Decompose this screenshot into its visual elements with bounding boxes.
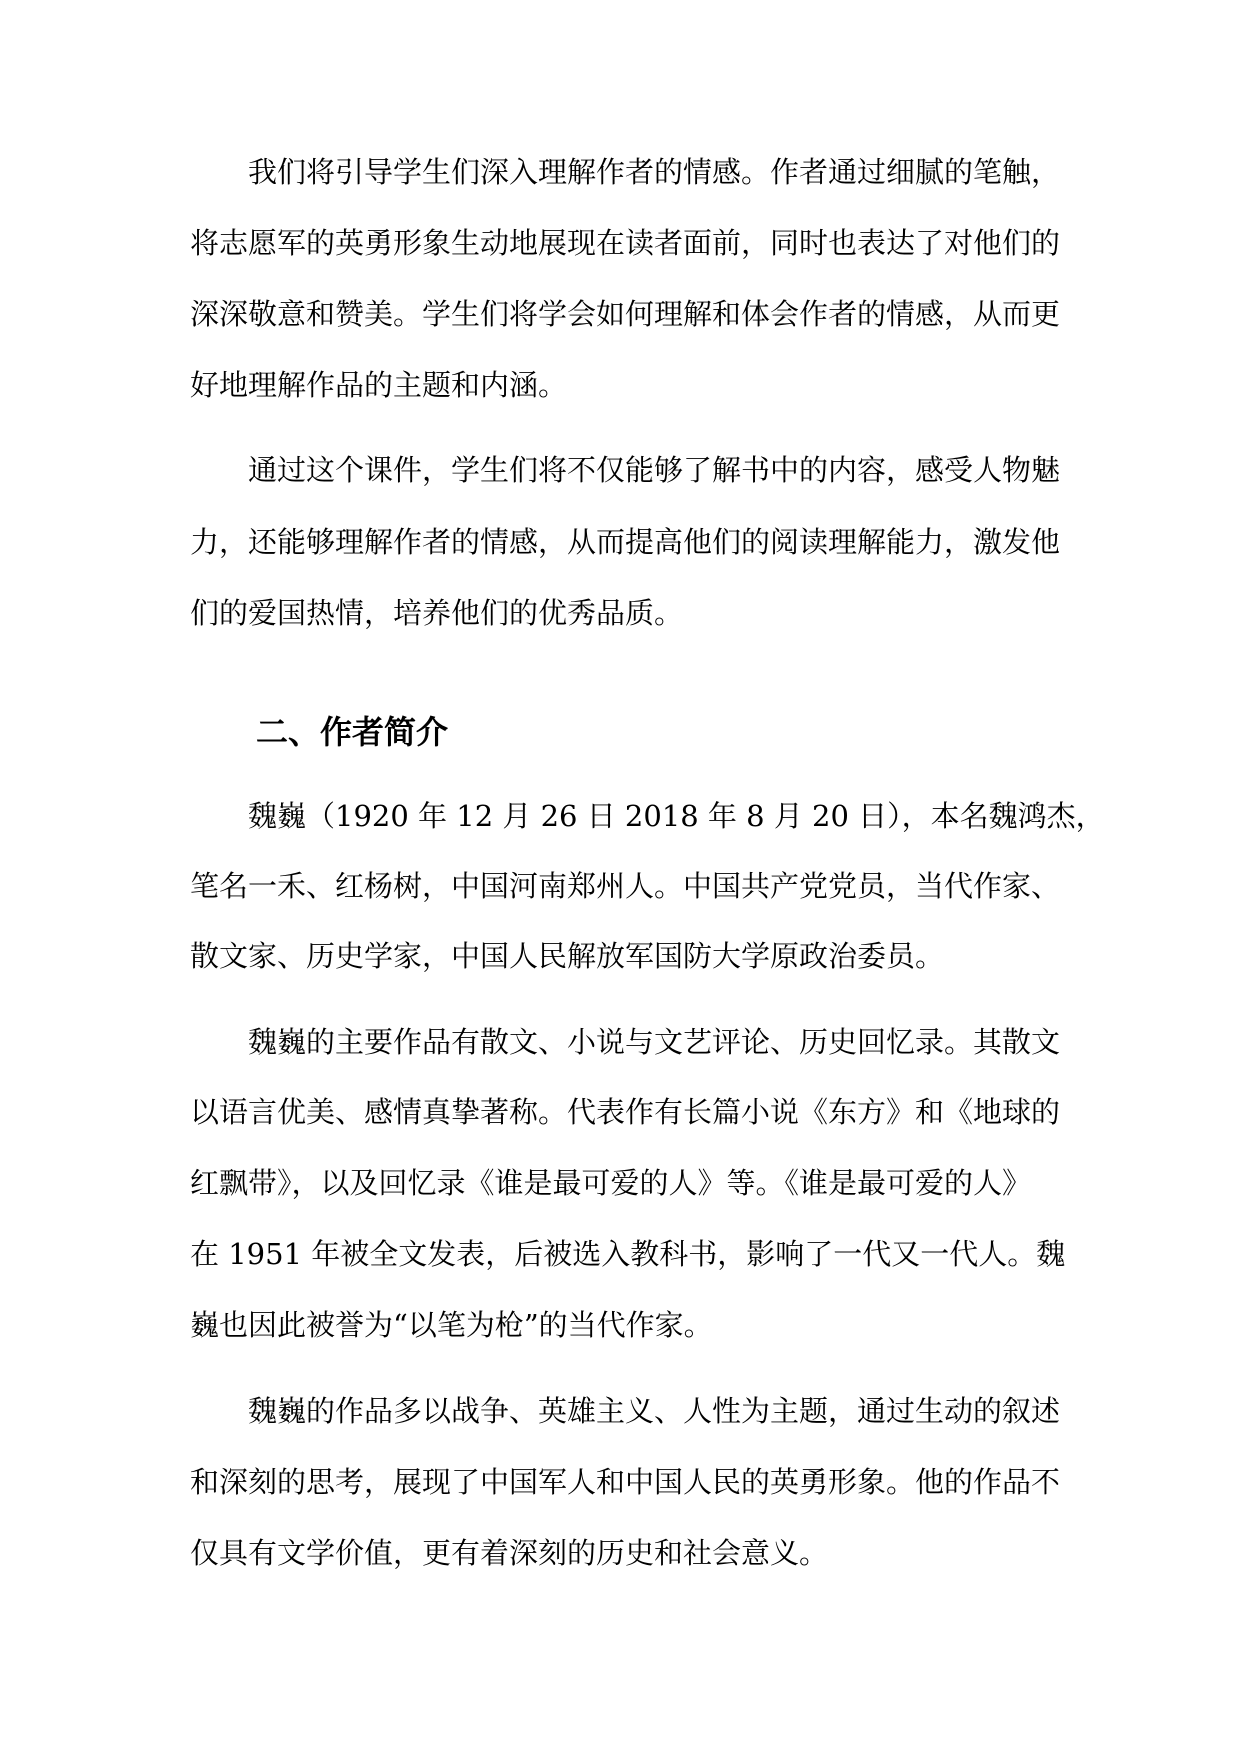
paragraph-1-line-1: 我们将引导学生们深入理解作者的情感。作者通过细腻的笔触， — [248, 155, 1061, 189]
section-heading: 二、作者简介 — [256, 713, 449, 751]
section-paragraph-1-line-1: 魏巍（1920 年 12 月 26 日 2018 年 8 月 20 日），本名魏鸿杰， — [248, 799, 1105, 833]
paragraph-2-line-1: 通过这个课件，学生们将不仅能够了解书中的内容，感受人物魅 — [248, 453, 1061, 487]
section-paragraph-2-line-1: 魏巍的主要作品有散文、小说与文艺评论、历史回忆录。其散文 — [248, 1025, 1061, 1059]
section-paragraph-3-line-2: 和深刻的思考，展现了中国军人和中国人民的英勇形象。他的作品不 — [190, 1465, 1061, 1499]
paragraph-2-line-2: 力，还能够理解作者的情感，从而提高他们的阅读理解能力，激发他 — [190, 525, 1061, 559]
section-paragraph-2-line-5: 巍也因此被誉为“以笔为枪”的当代作家。 — [190, 1308, 713, 1342]
paragraph-1-line-4: 好地理解作品的主题和内涵。 — [190, 368, 568, 402]
paragraph-2-line-3: 们的爱国热情，培养他们的优秀品质。 — [190, 596, 684, 630]
section-paragraph-3-line-1: 魏巍的作品多以战争、英雄主义、人性为主题，通过生动的叙述 — [248, 1394, 1061, 1428]
paragraph-1-line-3: 深深敬意和赞美。学生们将学会如何理解和体会作者的情感，从而更 — [190, 297, 1061, 331]
section-paragraph-1-line-3: 散文家、历史学家，中国人民解放军国防大学原政治委员。 — [190, 939, 945, 973]
section-paragraph-1-line-2: 笔名一禾、红杨树，中国河南郑州人。中国共产党党员，当代作家、 — [190, 869, 1061, 903]
section-paragraph-2-line-2: 以语言优美、感情真挚著称。代表作有长篇小说《东方》和《地球的 — [190, 1095, 1061, 1129]
section-paragraph-2-line-3: 红飘带》，以及回忆录《谁是最可爱的人》等。《谁是最可爱的人》 — [190, 1166, 1032, 1200]
paragraph-1-line-2: 将志愿军的英勇形象生动地展现在读者面前，同时也表达了对他们的 — [190, 226, 1061, 260]
section-paragraph-3-line-3: 仅具有文学价值，更有着深刻的历史和社会意义。 — [190, 1536, 829, 1570]
section-paragraph-2-line-4: 在 1951 年被全文发表，后被选入教科书，影响了一代又一代人。魏 — [190, 1237, 1066, 1271]
